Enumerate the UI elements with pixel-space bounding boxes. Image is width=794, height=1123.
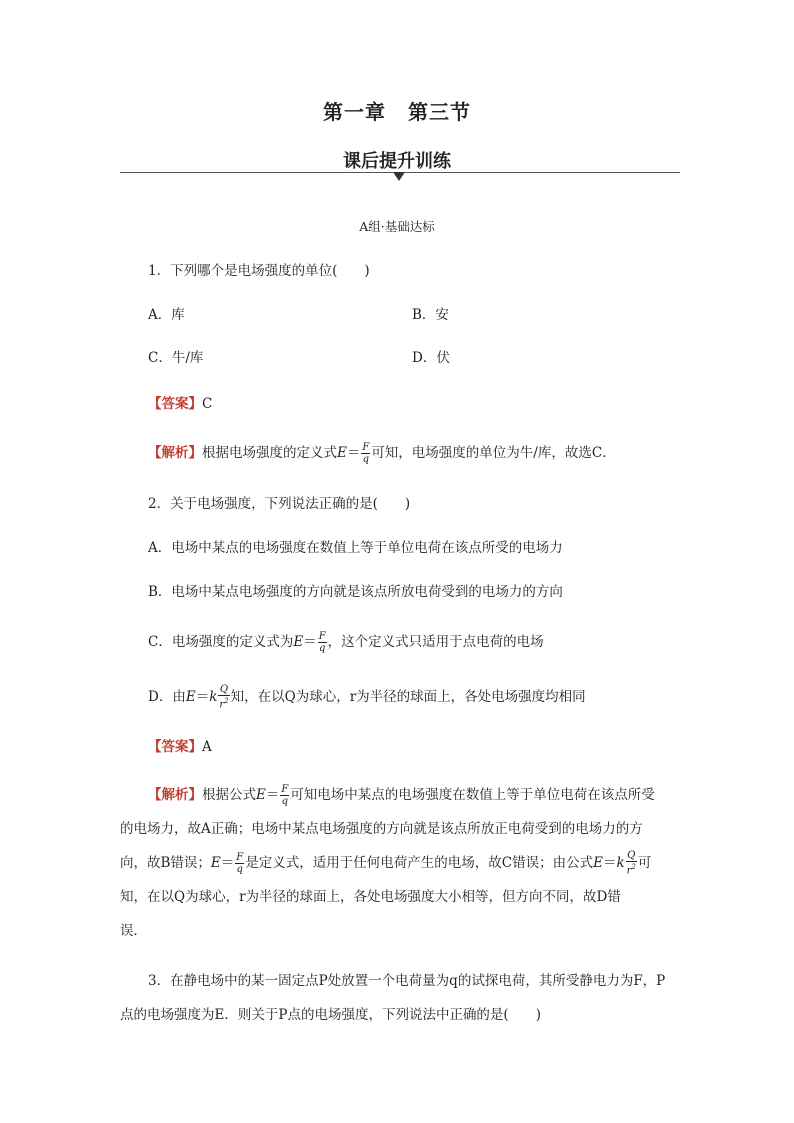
formula-fraction: $\frac{F}{q}$ bbox=[281, 784, 289, 807]
q3-line2: 点的电场强度为E．则关于P点的电场强度，下列说法中正确的是( ) bbox=[120, 1007, 541, 1023]
q1-analysis: 【解析】根据电场强度的定义式E＝ $\frac{F}{q}$ 可知，电场强度的单位为牛/库，故选C． bbox=[148, 442, 616, 465]
formula-fraction: $\frac{Q}{r^2}$ bbox=[626, 850, 636, 877]
page-subtitle: 课后提升训练 bbox=[343, 151, 451, 172]
q2-analysis-line1: 【解析】根据公式E＝ $\frac{F}{q}$ 可知电场中某点的电场强度在数值上等于单位电荷在该点所受 bbox=[148, 784, 655, 807]
q1-option-b: B．安 bbox=[412, 307, 449, 323]
q1-stem: 1．下列哪个是电场强度的单位( ) bbox=[148, 263, 370, 279]
q2-analysis-line5: 误． bbox=[120, 923, 147, 939]
analysis-tag: 【解析】 bbox=[148, 787, 202, 803]
q2-analysis-line3: 向，故B错误；E＝ $\frac{F}{q}$ 是定义式，适用于任何电荷产生的电场，故C错误；由公式E＝k $\frac{Q}{r^2}$ 可 bbox=[120, 850, 652, 877]
q2-analysis-line2: 的电场力，故A正确；电场中某点电场强度的方向就是该点所放正电荷受到的电场力的方 bbox=[120, 821, 643, 837]
divider-triangle-icon bbox=[393, 172, 405, 181]
answer-tag: 【答案】 bbox=[148, 739, 202, 755]
answer-value: A bbox=[202, 739, 212, 755]
answer-tag: 【答案】 bbox=[148, 396, 202, 412]
analysis-tag: 【解析】 bbox=[148, 445, 202, 461]
q2-option-b: B．电场中某点电场强度的方向就是该点所放电荷受到的电场力的方向 bbox=[148, 584, 563, 600]
q2-option-d: D．由E＝k $\frac{Q}{r^2}$ 知，在以Q为球心，r为半径的球面上，各处电场强度均相同 bbox=[148, 684, 586, 711]
q2-stem: 2．关于电场强度，下列说法正确的是( ) bbox=[148, 496, 411, 512]
group-title: A组·基础达标 bbox=[359, 219, 435, 234]
q1-option-d: D．伏 bbox=[412, 350, 450, 366]
q3-stem bbox=[120, 964, 680, 1032]
formula-fraction: $\frac{F}{q}$ bbox=[318, 631, 326, 654]
formula-fraction: $\frac{F}{q}$ bbox=[362, 442, 370, 465]
q2-analysis bbox=[120, 778, 680, 948]
section-label: 第三节 bbox=[408, 100, 471, 124]
formula-fraction: $\frac{Q}{r^2}$ bbox=[219, 684, 229, 711]
q1-option-a: A．库 bbox=[148, 307, 185, 323]
q2-answer bbox=[148, 737, 212, 757]
chapter-title bbox=[0, 96, 794, 125]
answer-value: C bbox=[202, 396, 213, 412]
q2-option-a: A．电场中某点的电场强度在数值上等于单位电荷在该点所受的电场力 bbox=[148, 540, 563, 556]
chapter-label: 第一章 bbox=[323, 100, 386, 124]
q1-option-c: C．牛/库 bbox=[148, 350, 204, 366]
q2-analysis-line4: 知，在以Q为球心，r为半径的球面上，各处电场强度大小相等，但方向不同，故D错 bbox=[120, 889, 621, 905]
q2-option-c: C．电场强度的定义式为E＝ $\frac{F}{q}$ ，这个定义式只适用于点电荷的电场 bbox=[148, 631, 544, 654]
q3-line1: 3．在静电场中的某一固定点P处放置一个电荷量为q的试探电荷，其所受静电力为F，P bbox=[148, 973, 666, 989]
formula-fraction: $\frac{F}{q}$ bbox=[236, 852, 244, 875]
q1-answer bbox=[148, 394, 212, 414]
